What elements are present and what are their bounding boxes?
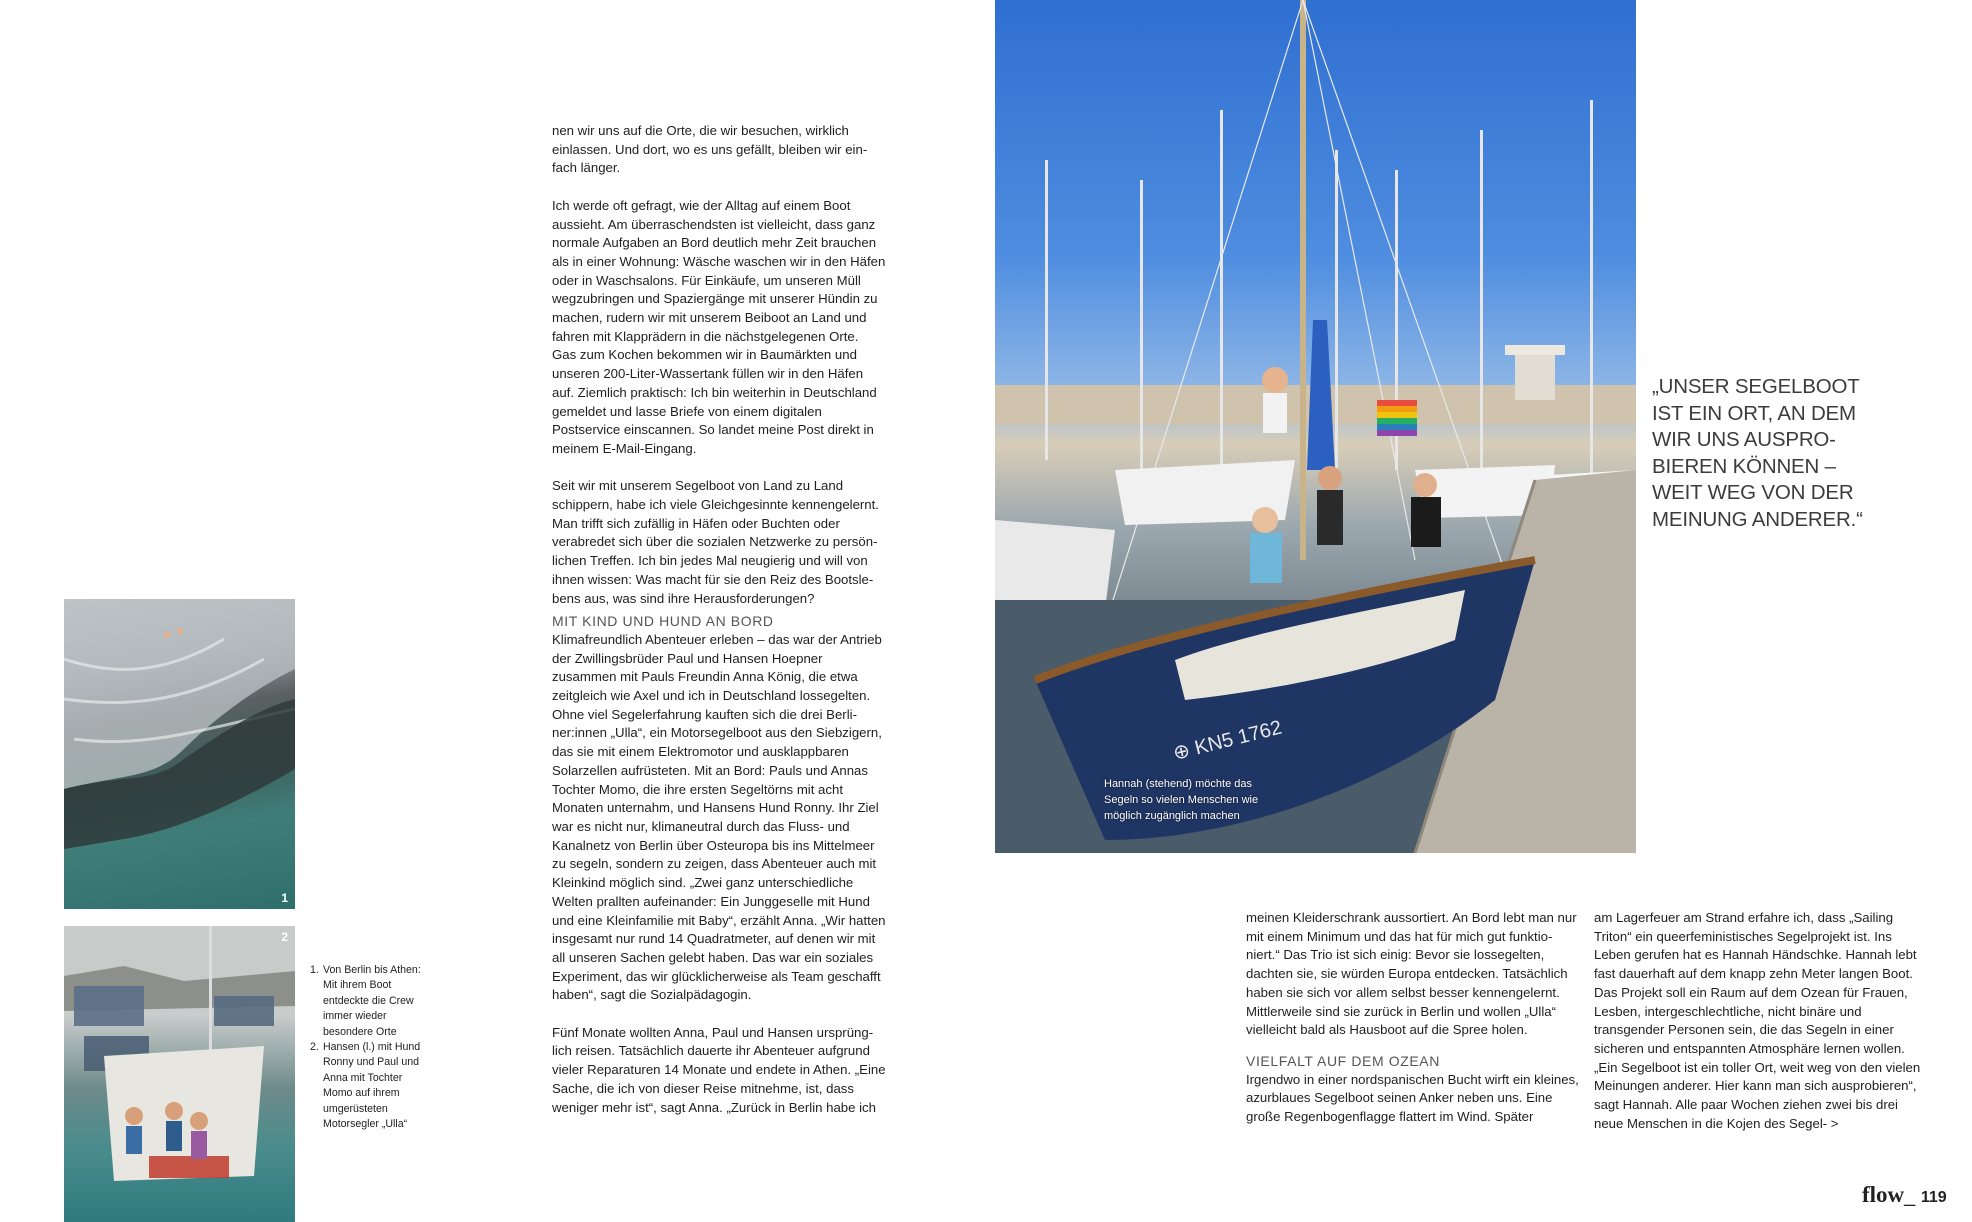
caption-text: Hansen (l.) mit Hund Ronny und Paul und Anna mit Tochter Momo auf ihrem umgerüsteten Motorsegler „Ulla“: [323, 1041, 421, 1131]
paragraph: nen wir uns auf die Orte, die wir besuchen, wirklich einlassen. Und dort, wo es uns gefällt, bleiben wir einfach länger.: [552, 123, 868, 176]
paragraph: Irgendwo in einer nordspanischen Bucht wirft ein kleines, azurblaues Segelboot seinen Anker neben uns. Eine große Regenbogenflagge flattert im Wind. Später: [1246, 1071, 1579, 1125]
caption-number: 1.: [310, 964, 319, 976]
article-column-left: [552, 122, 886, 1136]
sailboat-illustration: [995, 0, 1636, 853]
svg-text:⊕ KN5 1762: ⊕ KN5 1762: [1170, 716, 1285, 765]
section-heading: VIELFALT AUF DEM OZEAN: [1246, 1052, 1440, 1069]
paragraph: meinen Kleiderschrank aussortiert. An Bord lebt man nur mit einem Minimum und das hat für mich gut funktioniert.“ Das Trio ist sich einig: Bevor sie lossegelten, dachten sie, sie würden Europa entdecken. Tatsächlich haben sie sich vor allem selbst besser kennengelernt. Mittlerweile sind sie zurück in Berlin und wollen „Ulla“ vielleicht bald als Hausboot auf die Spree holen.: [1246, 910, 1577, 1038]
paragraph: Seit wir mit unserem Segelboot von Land zu Land schippern, habe ich viele Gleichgesinnte kennengelernt. Man trifft sich zufällig in Häfen oder Buchten oder verabredet sich über die sozialen Netzwerke zu persönlichen Treffen. Ich bin jedes Mal neugierig und will von ihnen wissen: Was macht für sie den Reiz des Bootslebens aus, was sind ihre Herausforderungen?: [552, 478, 879, 606]
article-column-right: [1594, 909, 1930, 1152]
ulla-boat-photo: [64, 926, 295, 1222]
sailboat-main-photo: [995, 0, 1636, 853]
cliff-illustration: [64, 599, 295, 909]
photo-number-1: 1: [281, 891, 288, 905]
caption-item: [310, 1040, 430, 1132]
brand-logo: flow: [1862, 1182, 1905, 1207]
section-heading: MIT KIND UND HUND AN BORD: [552, 613, 774, 630]
ulla-boat-illustration: [64, 926, 295, 1222]
article-column-middle: [1246, 909, 1579, 1145]
pull-quote: „UNSER SEGELBOOT IST EIN ORT, AN DEM WIR UNS AUSPROBIEREN KÖNNEN – WEIT WEG VON DER MEINUNG ANDERER.“: [1652, 375, 1863, 531]
caption-text: Von Berlin bis Athen: Mit ihrem Boot entdeckte die Crew immer wieder besondere Orte: [323, 964, 421, 1038]
page-number: 119: [1920, 1189, 1947, 1206]
main-photo-caption: Hannah (stehend) möchte das Segeln so vielen Menschen wie möglich zugänglich machen: [1104, 778, 1259, 822]
paragraph: Ich werde oft gefragt, wie der Alltag auf einem Boot aussieht. Am überraschendsten ist vielleicht, dass ganz normale Aufgaben an Bord deutlich mehr Zeit brauchen als in einer Wohnung: Wäsche waschen wir in den Häfen oder in Waschsalons. Für Einkäufe, um unseren Müll wegzubringen und Spaziergänge mit unserer Hündin zu machen, rudern wir mit unserem Beiboot an Land und fahren mit Klapprädern in die nächstgelegenen Orte. Gas zum Kochen bekommen wir in Baumärkten und unseren 200-Liter-Wassertank füllen wir in den Häfen auf. Ziemlich praktisch: Ich bin weiterhin in Deutschland gemeldet und lasse Briefe von einem digitalen Postservice einscannen. So landet meine Post direkt in meinem E-Mail-Eingang.: [552, 197, 886, 456]
paragraph: am Lagerfeuer am Strand erfahre ich, dass „Sailing Triton“ ein queerfeministisches Segelprojekt ist. Ins Leben gerufen hat es Hannah Händschke. Hannah lebt fast dauerhaft auf dem knapp zehn Meter langen Boot. Das Projekt soll ein Raum auf dem Ozean für Frauen, Lesben, intergeschlechtliche, nicht binäre und transgender Personen sein, die das Segeln in einer sicheren und entspannten Atmosphäre lernen wollen. „Ein Segelboot ist ein toller Ort, weit weg von den vielen Meinungen anderer. Hier kann man sich ausprobieren“, sagt Hannah. Alle paar Wochen ziehen zwei bis drei neue Menschen in die Kojen des Segel- >: [1594, 910, 1921, 1131]
photo-caption-list: [310, 963, 430, 1132]
caption-number: 2.: [310, 1041, 319, 1054]
photo-number-2: 2: [281, 930, 288, 944]
paragraph: Klimafreundlich Abenteuer erleben – das war der Antrieb der Zwillingsbrüder Paul und Hansen Hoepner zusammen mit Pauls Freundin Anna König, die etwa zeitgleich wie Axel und ich in Deutschland lossegelten. Ohne viel Segelerfahrung kauften sich die drei Berliner:innen „Ulla“, ein Motorsegelboot aus den Siebzigern, das sie mit einem Elektromotor und ausklappbaren Solarzellen aufrüsteten. Mit an Bord: Pauls und Annas Tochter Momo, die ihre ersten Segeltörns mit acht Monaten unternahm, und Hansens Hund Ronny. Ihr Ziel war es nicht nur, klimaneutral durch das Fluss- und Kanalnetz von Berlin über Osteuropa bis ins Mittelmeer zu segeln, sondern zu zeigen, dass Abenteuer auch mit Kleinkind möglich sind. „Zwei ganz unterschiedliche Welten prallten aufeinander: Ein Junggeselle mit Hund und eine Kleinfamilie mit Baby“, erzählt Anna. „Wir hatten insgesamt nur rund 14 Quadratmeter, auf denen wir mit all unseren Sachen gelebt haben. Das war ein soziales Experiment, das wir glücklicherweise als Team geschafft haben“, sagt die Sozialpädagogin.: [552, 631, 886, 1003]
caption-item: [310, 963, 430, 1040]
footer-separator: _: [1904, 1185, 1916, 1207]
cliff-aerial-photo: [64, 599, 295, 909]
page-footer: [1862, 1182, 1947, 1208]
paragraph: Fünf Monate wollten Anna, Paul und Hansen ursprünglich reisen. Tatsächlich dauerte ihr Abenteuer aufgrund vieler Reparaturen 14 Monate und endete in Athen. „Eine Sache, die ich von dieser Reise mitnehme, ist, dass weniger mehr ist“, sagt Anna. „Zurück in Berlin habe ich: [552, 1024, 886, 1115]
